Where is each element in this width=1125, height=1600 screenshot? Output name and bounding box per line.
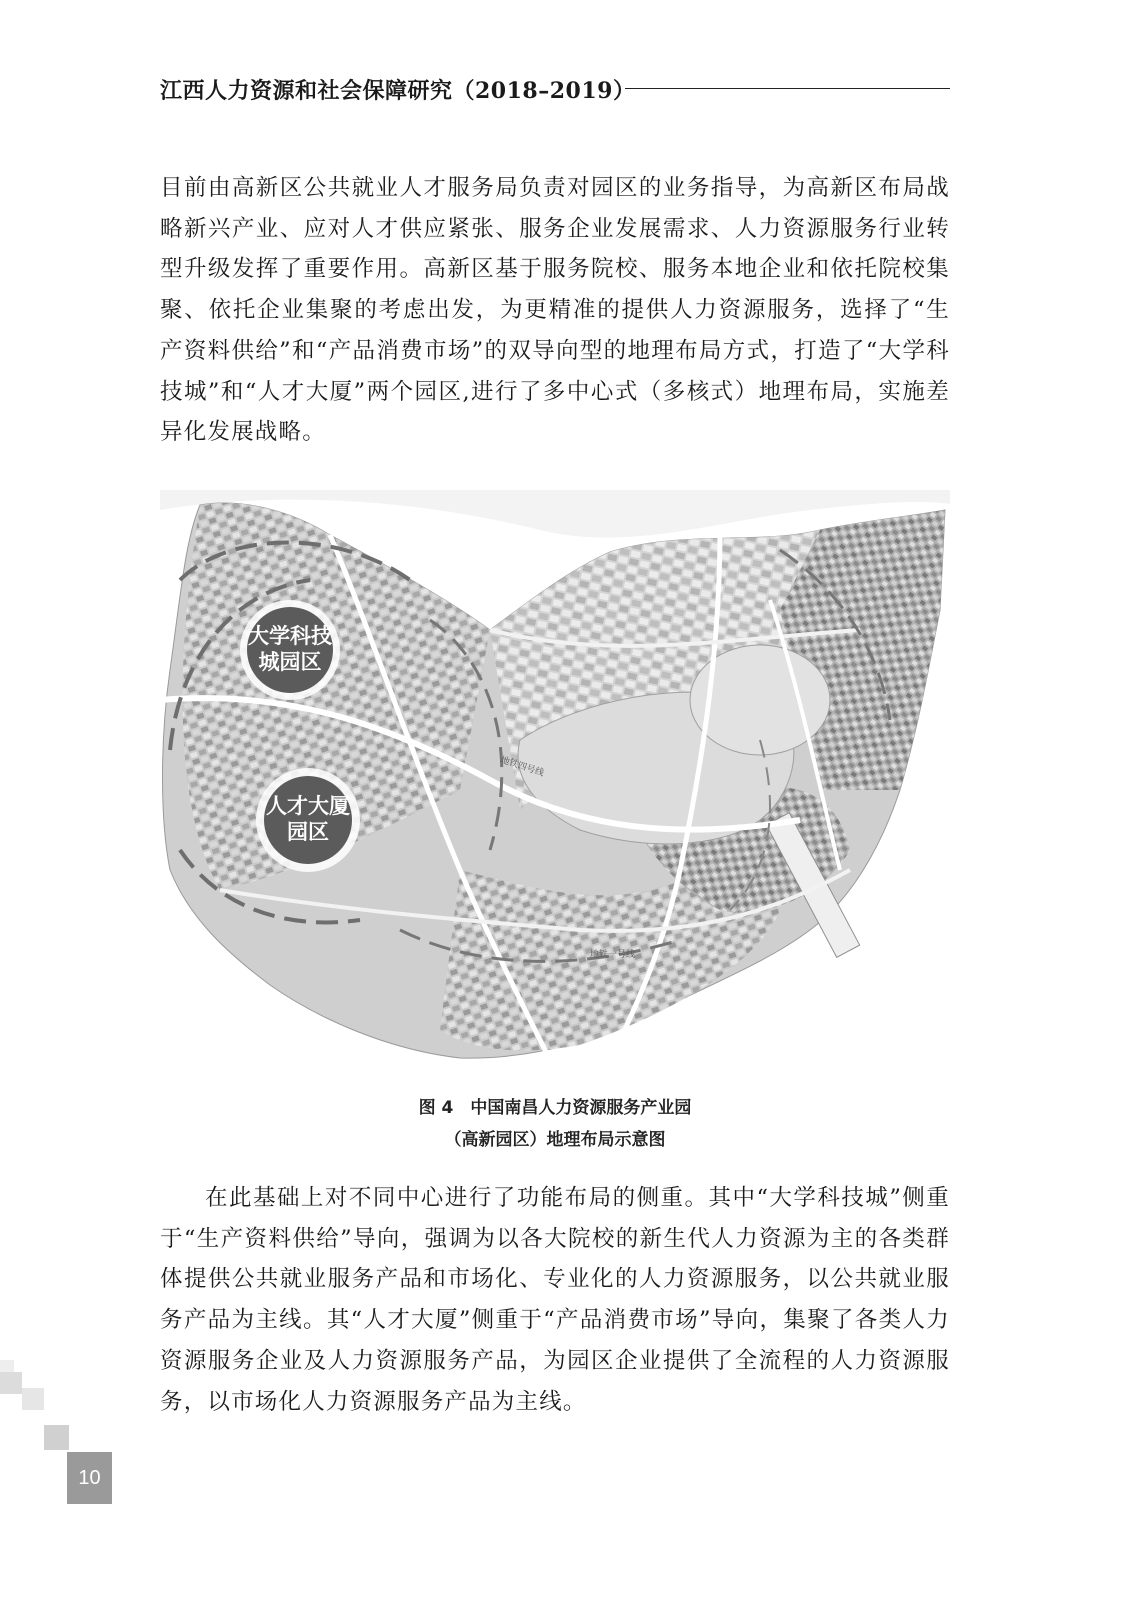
metro-line-1-label: 地铁一号线 [590,950,636,960]
paragraph-top: 目前由高新区公共就业人才服务局负责对园区的业务指导，为高新区布局战略新兴产业、应对人才供应紧张、服务企业发展需求、人力资源服务行业转型升级发挥了重要作用。高新区基于服务院校、服务本地企业和依托院校集聚、依托企业集聚的考虑出发，为更精准的提供人力资源服务，选择了“生产资料供给”和“产品消费市场”的双导向型的地理布局方式，打造了“大学科技城”和“人才大厦”两个园区,进行了多中心式（多核式）地理布局，实施差异化发展战略。 [160,175,950,446]
university-city-label-1: 大学科技 [248,624,332,648]
talent-building-marker [256,768,360,872]
paragraph-bottom: 在此基础上对不同中心进行了功能布局的侧重。其中“大学科技城”侧重于“生产资料供给”导向，强调为以各大院校的新生代人力资源为主的各类群体提供公共就业服务产品和市场化、专业化的人力资源服务，以公共就业服务产品为主线。其“人才大厦”侧重于“产品消费市场”导向，集聚了各类人力资源服务企业及人力资源服务产品，为园区企业提供了全流程的人力资源服务，以市场化人力资源服务产品为主线。 [160,1185,950,1415]
running-header [160,70,950,110]
metro-line-4-label: 地铁四号线 [499,755,545,779]
header-rule [625,88,950,89]
university-city-label-2: 城园区 [258,650,322,674]
layout-map [160,490,950,1062]
page-number: 10 [67,1452,112,1504]
header-title: 江西人力资源和社会保障研究（2018–2019） [160,78,636,104]
talent-building-label-1: 人才大厦 [266,794,350,818]
university-city-marker [240,600,340,700]
talent-building-label-2: 园区 [287,820,329,844]
figure-caption-line1: 图 4 中国南昌人力资源服务产业园 [418,1098,692,1118]
figure-caption-line2: （高新园区）地理布局示意图 [444,1130,666,1150]
